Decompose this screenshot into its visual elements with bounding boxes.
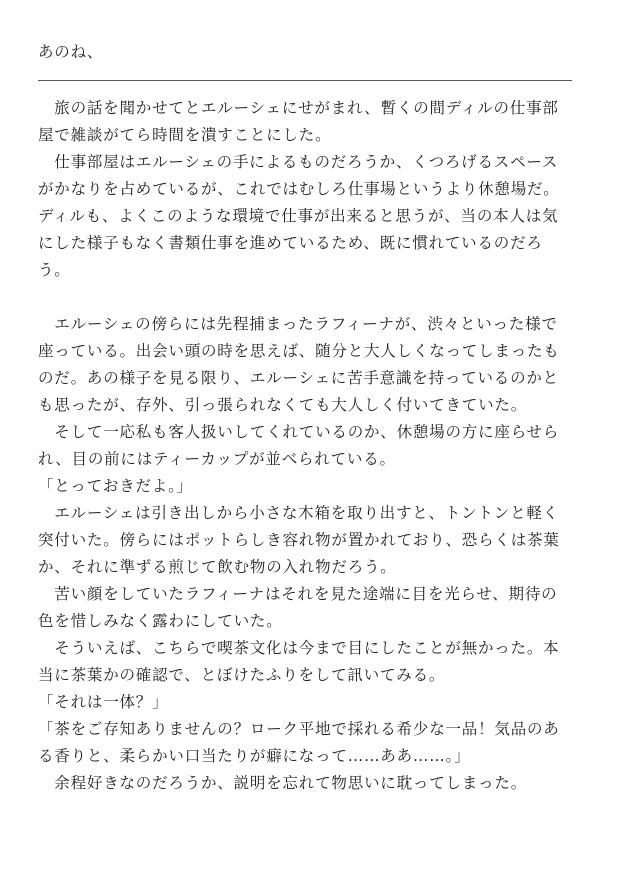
blank-line [38,284,583,311]
text-line: ディルも、よくこのような環境で仕事が出来ると思うが、当の本人は気 [38,207,559,225]
text-line: 旅の話を聞かせてとエルーシェにせがまれ、暫くの間ディルの仕事部 [38,99,559,117]
dialogue-line: る香りと、柔らかい口当たりが癖になって……ああ……。」 [38,747,471,765]
text-line: 余程好きなのだろうか、説明を忘れて物思いに耽ってしまった。 [38,774,528,792]
text-line: 仕事部屋はエルーシェの手によるものだろうか、くつろげるスペース [38,153,559,171]
text-line: がかなりを占めているが、これではむしろ仕事場というより休憩場だ。 [38,180,560,198]
document-body [38,95,583,797]
text-line: そういえば、こちらで喫茶文化は今まで目にしたことが無かった。本 [38,639,560,657]
text-line: 色を惜しみなく露わにしていた。 [38,612,283,630]
dialogue-line: 「茶をご存知ありませんの？ローク平地で採れる希少な一品！気品のあ [38,720,560,738]
text-line: か、それに準ずる煎じて飲む物の入れ物だろう。 [38,558,397,576]
text-line: 突付いた。傍らにはポットらしき容れ物が置かれており、恐らくは茶葉 [38,531,560,549]
dialogue-line: 「とっておきだよ。」 [38,477,193,495]
title-divider [38,80,572,81]
text-line: のだ。あの様子を見る限り、エルーシェに苦手意識を持っているのかと [38,369,559,387]
text-line: エルーシェの傍らには先程捕まったラフィーナが、渋々といった様で [38,315,558,333]
text-line: う。 [38,261,71,279]
text-line: も思ったが、存外、引っ張られなくても大人しく付いてきていた。 [38,396,528,414]
text-line: れ、目の前にはティーカップが並べられている。 [38,450,396,468]
dialogue-line: 「それは一体？」 [38,693,169,711]
document-title: あのね、 [38,43,104,61]
text-line: 当に茶葉かの確認で、とぼけたふりをして訊いてみる。 [38,666,446,684]
text-line: エルーシェは引き出しから小さな木箱を取り出すと、トントンと軽く [38,504,559,522]
text-line: そして一応私も客人扱いしてくれているのか、休憩場の方に座らせら [38,423,560,441]
text-line: にした様子もなく書類仕事を進めているため、既に慣れているのだろ [38,234,543,252]
text-line: 屋で雑談がてら時間を潰すことにした。 [38,126,332,144]
text-line: 座っている。出会い頭の時を思えば、随分と大人しくなってしまったも [38,342,560,360]
text-line: 苦い顔をしていたラフィーナはそれを見た途端に目を光らせ、期待の [38,585,558,603]
